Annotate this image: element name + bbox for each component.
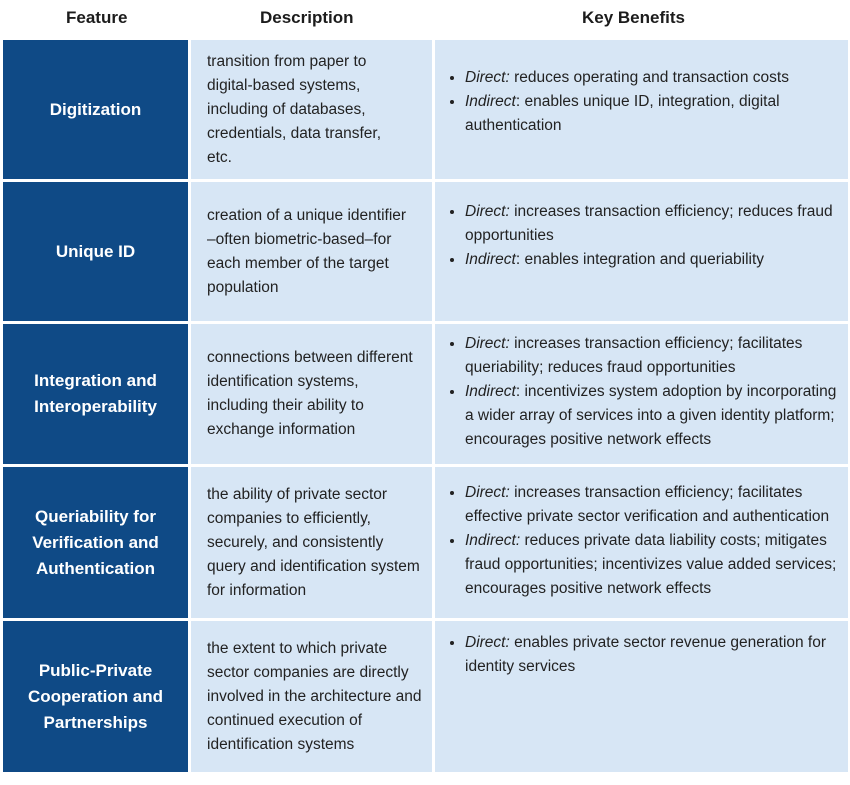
table-row [3,467,848,618]
benefits-cell [435,621,848,772]
benefit-item: • Indirect: enables integration and queriability [465,248,842,272]
benefit-item: • Direct: increases transaction efficiency; facilitates effective private sector verification and authentication [465,481,842,529]
feature-cell: Public-Private Cooperation and Partnerships [3,621,188,772]
benefit-item: • Direct: reduces operating and transaction costs [465,66,842,90]
benefit-item: • Direct: increases transaction efficiency; facilitates queriability; reduces fraud opportunities [465,332,842,380]
benefit-item: • Direct: increases transaction efficiency; reduces fraud opportunities [465,200,842,248]
benefit-item: • Indirect: reduces private data liability costs; mitigates fraud opportunities; incentivizes value added services; encourages positive network effects [465,529,842,601]
table-row [3,40,848,179]
description-cell [191,467,432,618]
table-header [0,0,850,38]
feature-cell: Queriability for Verification and Authentication [3,467,188,618]
table-row [3,182,848,321]
description-cell [191,324,432,464]
feature-cell: Digitization [3,40,188,179]
description-column-header: Description [260,8,354,27]
description-text: the ability of private sector companies to efficiently, securely, and consistently query and identification system for information [207,485,420,599]
description-cell [191,40,432,179]
table-row [3,621,848,772]
feature-column-header: Feature [66,8,128,27]
benefit-item: • Indirect: incentivizes system adoption by incorporating a wider array of services into a given identity platform; encourages positive network effects [465,380,842,452]
description-cell [191,621,432,772]
benefits-cell [435,324,848,464]
description-text: the extent to which private sector companies are directly involved in the architecture and continued execution of identification systems [207,639,422,753]
feature-cell: Unique ID [3,182,188,321]
benefits-cell [435,182,848,321]
description-text: creation of a unique identifier –often biometric-based–for each member of the target population [207,206,407,296]
description-cell [191,182,432,321]
benefits-cell [435,467,848,618]
benefits-cell [435,40,848,179]
description-text: transition from paper to digital-based systems, including of databases, credentials, data transfer, etc. [207,52,382,166]
benefit-item: • Indirect: enables unique ID, integration, digital authentication [465,90,842,138]
table-row [3,324,848,464]
benefit-item: • Direct: enables private sector revenue generation for identity services [465,631,842,679]
benefits-column-header: Key Benefits [582,8,685,27]
description-text: connections between different identification systems, including their ability to exchange information [207,349,413,438]
feature-cell: Integration and Interoperability [3,324,188,464]
